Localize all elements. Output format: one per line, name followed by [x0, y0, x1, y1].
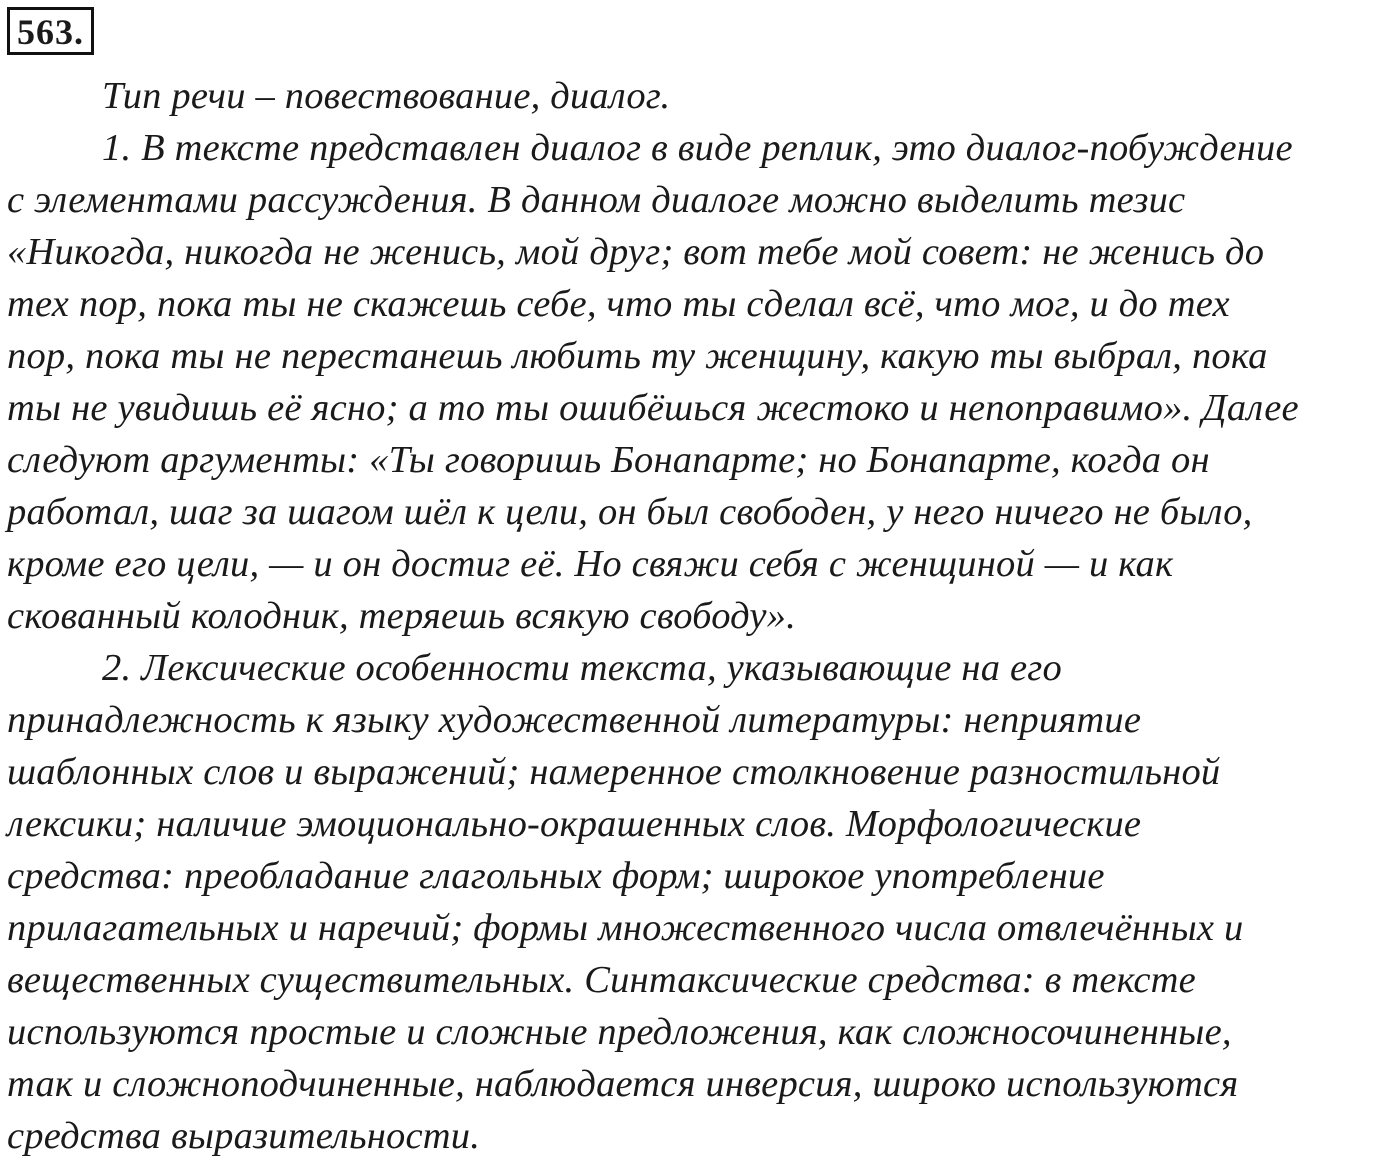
- text-line: вещественных существительных. Синтаксические средства: в тексте: [7, 959, 1196, 1001]
- text-line: так и сложноподчиненные, наблюдается инверсия, широко используются: [7, 1063, 1239, 1105]
- text-line: работал, шаг за шагом шёл к цели, он был свободен, у него ничего не было,: [7, 491, 1253, 533]
- text-line: Тип речи – повествование, диалог.: [102, 75, 671, 117]
- text-line: следуют аргументы: «Ты говоришь Бонапарте; но Бонапарте, когда он: [7, 439, 1210, 481]
- text-line: 1. В тексте представлен диалог в виде реплик, это диалог-побуждение: [102, 127, 1293, 169]
- text-line: пор, пока ты не перестанешь любить ту женщину, какую ты выбрал, пока: [7, 335, 1268, 377]
- text-line: шаблонных слов и выражений; намеренное столкновение разностильной: [7, 751, 1221, 793]
- text-line: принадлежность к языку художественной литературы: неприятие: [7, 699, 1142, 741]
- task-number-badge: 563.: [7, 7, 94, 55]
- text-line: скованный колодник, теряешь всякую свободу».: [7, 595, 796, 637]
- text-line: 2. Лексические особенности текста, указывающие на его: [102, 647, 1062, 689]
- text-line: тех пор, пока ты не скажешь себе, что ты сделал всё, что мог, и до тех: [7, 283, 1230, 325]
- text-line: средства выразительности.: [7, 1115, 481, 1157]
- text-line: с элементами рассуждения. В данном диалоге можно выделить тезис: [7, 179, 1186, 221]
- text-line: «Никогда, никогда не женись, мой друг; вот тебе мой совет: не женись до: [7, 231, 1265, 273]
- text-line: средства: преобладание глагольных форм; широкое употребление: [7, 855, 1105, 897]
- answer-text: [7, 70, 1399, 1162]
- text-line: лексики; наличие эмоционально-окрашенных слов. Морфологические: [7, 803, 1142, 845]
- text-line: используются простые и сложные предложения, как сложносочиненные,: [7, 1011, 1232, 1053]
- text-line: ты не увидишь её ясно; а то ты ошибёшься жестоко и непоправимо». Далее: [7, 387, 1299, 429]
- text-line: прилагательных и наречий; формы множественного числа отвлечённых и: [7, 907, 1244, 949]
- text-line: кроме его цели, — и он достиг её. Но свяжи себя с женщиной — и как: [7, 543, 1174, 585]
